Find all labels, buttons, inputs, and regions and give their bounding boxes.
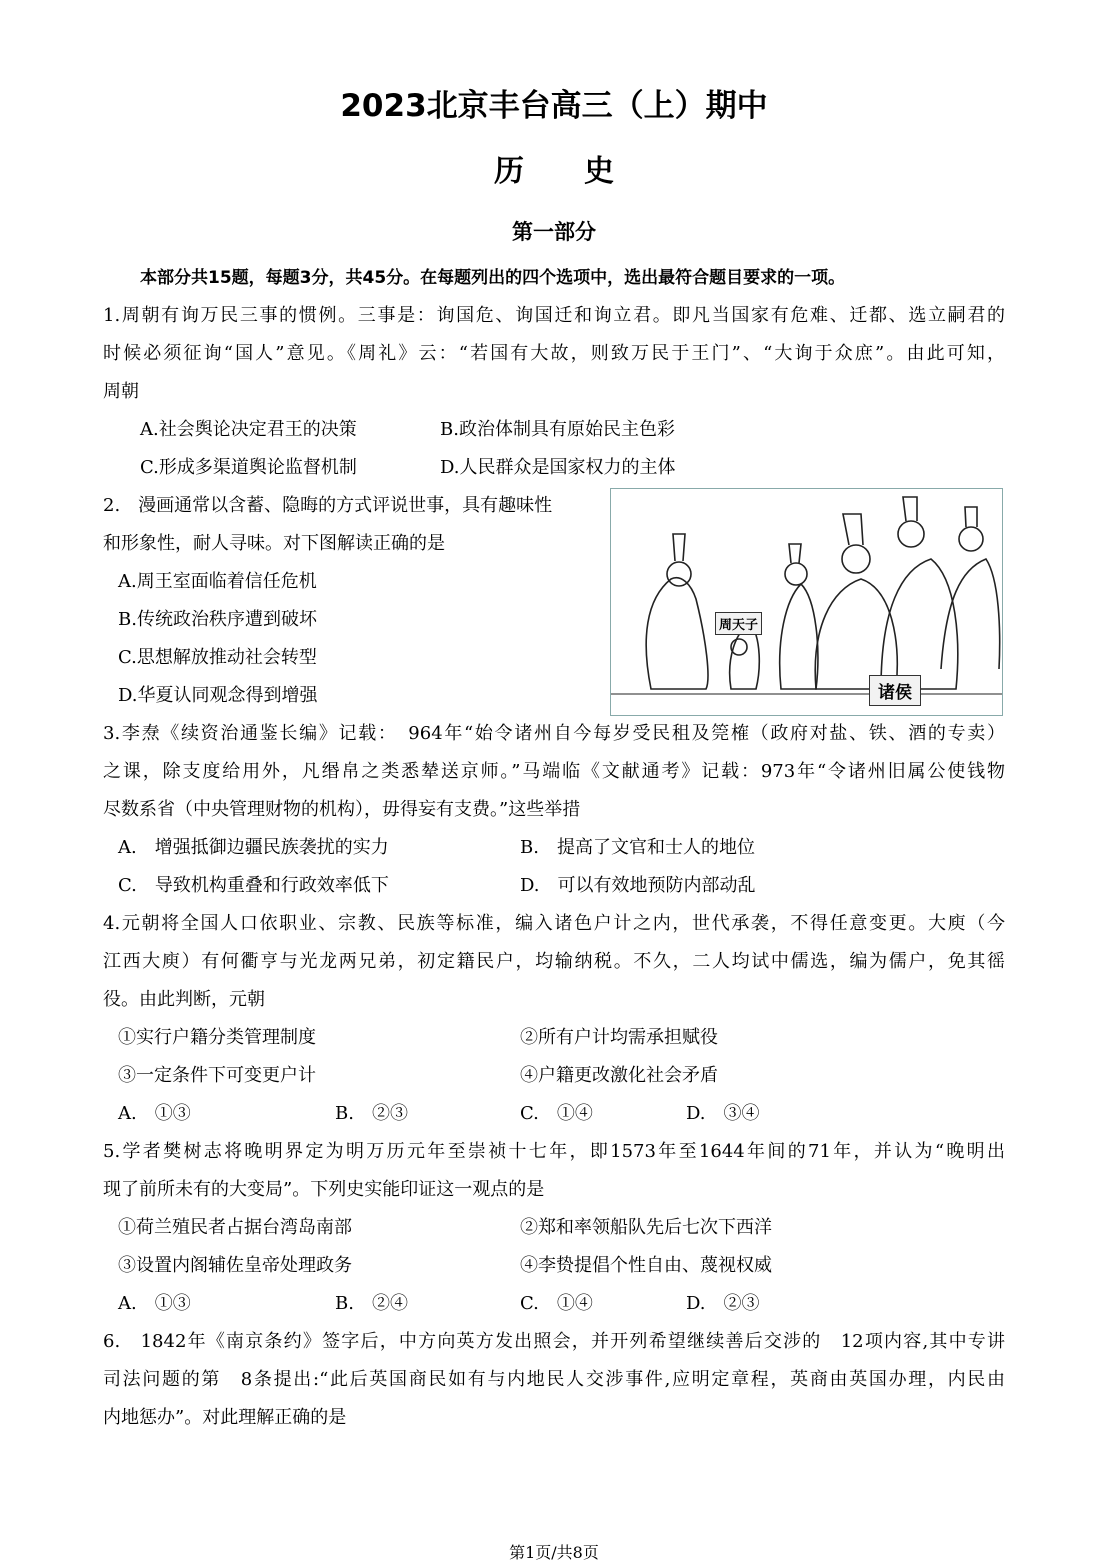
statement-3: ③设置内阁辅佐皇帝处理政务 [118, 1255, 352, 1276]
question-line: 现了前所未有的大变局”。下列史实能印证这一观点的是 [103, 1179, 545, 1200]
part-intro: 本部分共15题，每题3分，共45分。在每题列出的四个选项中，选出最符合题目要求的一项。 [140, 268, 846, 288]
option-c: C. ①④ [520, 1293, 593, 1314]
option-c: C.形成多渠道舆论监督机制 [140, 457, 357, 478]
label-feudal-lords: 诸侯 [869, 675, 921, 706]
question-line: 役。由此判断，元朝 [103, 989, 265, 1010]
question-line: 4.元朝将全国人口依职业、宗教、民族等标准，编入诸色户计之内，世代承袭，不得任意变更。大庾（今 [103, 913, 1005, 934]
page-number: 第1页/共8页 [509, 1543, 599, 1562]
question-line: 司法问题的第 8条提出:“此后英国商民如有与内地民人交涉事件,应明定章程，英商由英国办理，内民由 [103, 1369, 1005, 1390]
question-line: 6. 1842年《南京条约》签字后，中方向英方发出照会，并开列希望继续善后交涉的 12项内容,其中专讲 [103, 1331, 1005, 1352]
option-d: D. ③④ [686, 1103, 760, 1124]
question-line: 和形象性，耐人寻味。对下图解读正确的是 [103, 533, 445, 554]
cartoon-image [610, 488, 1003, 716]
option-a: A.周王室面临着信任危机 [118, 571, 317, 592]
question-line: 2. 漫画通常以含蓄、隐晦的方式评说世事，具有趣味性 [103, 495, 553, 516]
option-c: C. ①④ [520, 1103, 593, 1124]
question-line: 时候必须征询“国人”意见。《周礼》云：“若国有大故，则致万民于王门”、“大询于众庶”。由此可知， [103, 343, 1005, 364]
cartoon-drawing [611, 489, 1002, 715]
exam-title: 2023北京丰台高三（上）期中 [340, 88, 768, 124]
option-c: C.思想解放推动社会转型 [118, 647, 317, 668]
part-heading: 第一部分 [512, 220, 596, 244]
option-a: A.社会舆论决定君王的决策 [140, 419, 357, 440]
subject-title: 历史 [494, 154, 674, 189]
option-d: D. 可以有效地预防内部动乱 [520, 875, 756, 896]
statement-3: ③一定条件下可变更户计 [118, 1065, 316, 1086]
statement-4: ④李贽提倡个性自由、蔑视权威 [520, 1255, 772, 1276]
label-zhou-king: 周天子 [715, 612, 762, 635]
option-b: B. ②④ [335, 1293, 408, 1314]
question-line: 江西大庾）有何衢亨与光龙两兄弟，初定籍民户，均输纳税。不久，二人均试中儒选，编为儒户，免其徭 [103, 951, 1005, 972]
question-line: 尽数系省（中央管理财物的机构），毋得妄有支费。”这些举措 [103, 799, 581, 820]
question-line: 周朝 [103, 381, 139, 402]
option-c: C. 导致机构重叠和行政效率低下 [118, 875, 389, 896]
statement-1: ①荷兰殖民者占据台湾岛南部 [118, 1217, 352, 1238]
option-b: B.政治体制具有原始民主色彩 [440, 419, 675, 440]
option-d: D. ②③ [686, 1293, 760, 1314]
option-b: B.传统政治秩序遭到破坏 [118, 609, 317, 630]
option-a: A. ①③ [118, 1293, 191, 1314]
option-b: B. 提高了文官和士人的地位 [520, 837, 755, 858]
statement-2: ②郑和率领船队先后七次下西洋 [520, 1217, 772, 1238]
question-line: 1.周朝有询万民三事的惯例。三事是：询国危、询国迁和询立君。即凡当国家有危难、迁都、选立嗣君的 [103, 305, 1005, 326]
statement-4: ④户籍更改激化社会矛盾 [520, 1065, 718, 1086]
option-a: A. 增强抵御边疆民族袭扰的实力 [118, 837, 389, 858]
option-b: B. ②③ [335, 1103, 408, 1124]
question-line: 3.李焘《续资治通鉴长编》记载： 964年“始令诸州自今每岁受民租及筦榷（政府对盐、铁、酒的专卖） [103, 723, 1005, 744]
option-a: A. ①③ [118, 1103, 191, 1124]
option-d: D.人民群众是国家权力的主体 [440, 457, 676, 478]
question-line: 5.学者樊树志将晚明界定为明万历元年至崇祯十七年，即1573年至1644年间的71年，并认为“晚明出 [103, 1141, 1005, 1162]
statement-1: ①实行户籍分类管理制度 [118, 1027, 316, 1048]
question-line: 之课，除支度给用外，凡缗帛之类悉辇送京师。”马端临《文献通考》记载：973年“令诸州旧属公使钱物 [103, 761, 1005, 782]
statement-2: ②所有户计均需承担赋役 [520, 1027, 718, 1048]
option-d: D.华夏认同观念得到增强 [118, 685, 318, 706]
question-line: 内地惩办”。对此理解正确的是 [103, 1407, 347, 1428]
